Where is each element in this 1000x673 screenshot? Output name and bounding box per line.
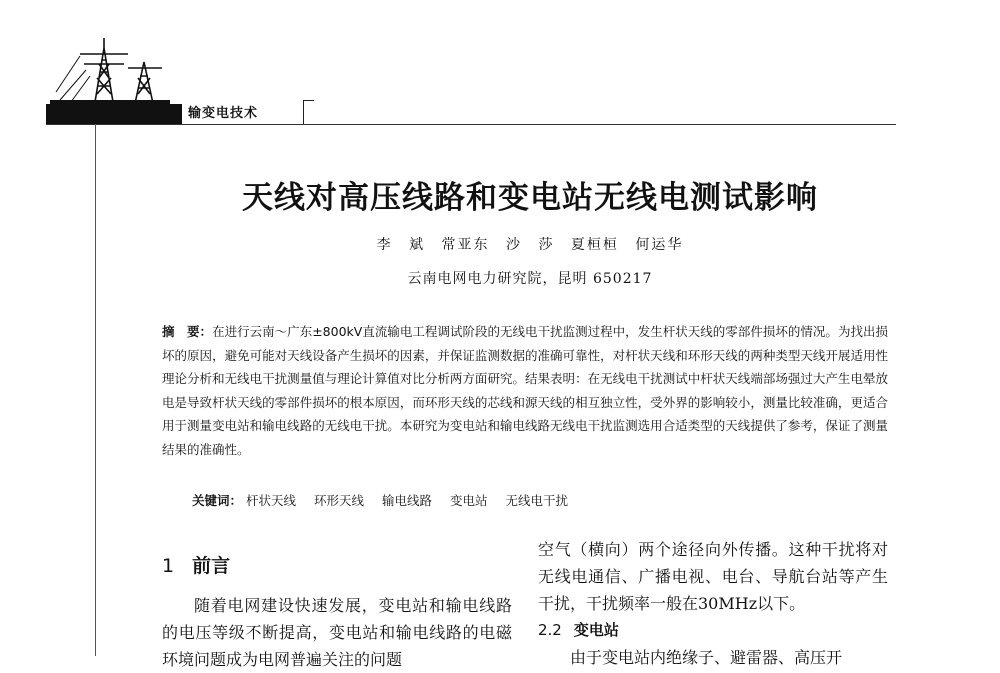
abstract-text: 在进行云南～广东±800kV直流输电工程调试阶段的无线电干扰监测过程中，发生杆状天线的零部件损坏的情况。为找出损坏的原因，避免可能对天线设备产生损坏的因素，并保证监测数据的准确可靠性，对杆状天线和环形天线的两种类型天线开展适用性理论分析和无线电干扰测量值与理论计算值对比分析两方面研究。结果表明：在无线电干扰测试中杆状天线端部场强过大产生电晕放电是导致杆状天线的零部件损坏的根本原因，而环形天线的芯线和源天线的相互独立性，受外界的影响较小，测量比较准确，更适合用于测量变电站和输电线路的无线电干扰。本研究为变电站和输电线路无线电干扰监测选用合适类型的天线提供了参考，保证了测量结果的准确性。 bbox=[162, 324, 888, 457]
keyword: 杆状天线 bbox=[246, 493, 297, 508]
body-paragraph: 由于变电站内绝缘子、避雷器、高压开 bbox=[570, 648, 843, 667]
subsection-title: 变电站 bbox=[573, 621, 619, 639]
section-number: 1 bbox=[162, 555, 175, 577]
section-title: 前言 bbox=[192, 555, 231, 577]
section-tag: 输变电技术 bbox=[188, 106, 259, 121]
keyword: 变电站 bbox=[450, 493, 488, 508]
header-black-bar bbox=[46, 104, 182, 124]
body-paragraph: 空气（横向）两个途径向外传播。这种干扰将对无线电通信、广播电视、电台、导航台站等产生干扰，干扰频率一般在30MHz以下。 bbox=[538, 540, 888, 613]
right-column bbox=[538, 536, 888, 671]
section-tag-bracket bbox=[303, 100, 314, 125]
abstract bbox=[162, 320, 888, 461]
keyword: 输电线路 bbox=[382, 493, 433, 508]
paper-affiliation: 云南电网电力研究院，昆明 650217 bbox=[407, 271, 653, 287]
body-paragraph: 随着电网建设快速发展，变电站和输电线路的电压等级不断提高，变电站和输电线路的电磁环境问题成为电网普遍关注的问题 bbox=[162, 596, 512, 669]
keyword: 环形天线 bbox=[314, 493, 365, 508]
keyword: 无线电干扰 bbox=[505, 493, 569, 508]
subsection-heading bbox=[538, 617, 888, 644]
transmission-tower-logo bbox=[50, 34, 170, 108]
abstract-label: 摘 要： bbox=[162, 324, 213, 339]
paper-title: 天线对高压线路和变电站无线电测试影响 bbox=[242, 180, 818, 216]
header-rule bbox=[46, 124, 896, 125]
margin-rule bbox=[95, 124, 96, 656]
subsection-number: 2.2 bbox=[538, 621, 562, 639]
section-heading bbox=[162, 551, 230, 578]
paper-authors: 李 斌 常亚东 沙 莎 夏桓桓 何运华 bbox=[376, 237, 684, 253]
keywords-label: 关键词： bbox=[192, 493, 243, 508]
keywords bbox=[192, 491, 892, 509]
left-column bbox=[162, 592, 512, 673]
